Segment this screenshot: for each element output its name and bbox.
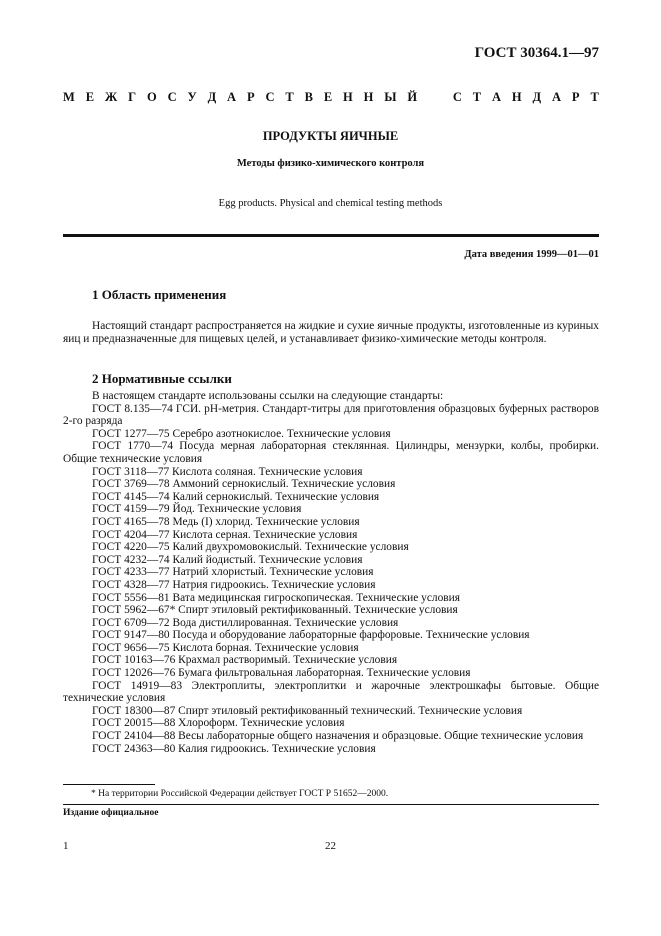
reference-item: ГОСТ 4233—77 Натрий хлористый. Технические условия (92, 566, 374, 579)
heading-letter: У (187, 90, 197, 104)
reference-item: ГОСТ 14919—83 Электроплиты, электроплитки и жарочные электрошкафы бытовые. Общие технические условия (63, 679, 599, 705)
heading-letter: Р (246, 90, 255, 104)
reference-item: ГОСТ 3118—77 Кислота соляная. Технические условия (92, 465, 363, 478)
heading-letter: Н (511, 90, 522, 104)
heading-letter: Й (407, 90, 418, 104)
english-title: Egg products. Physical and chemical testing methods (218, 198, 443, 209)
reference-item: ГОСТ 4204—77 Кислота серная. Технические условия (92, 528, 358, 541)
reference-item: ГОСТ 9147—80 Посуда и оборудование лабораторные фарфоровые. Технические условия (92, 629, 530, 642)
heading-letter: С (167, 90, 177, 104)
reference-item: ГОСТ 3769—78 Аммоний сернокислый. Технические условия (92, 478, 396, 491)
heading-letter: Ж (104, 90, 118, 104)
reference-item: ГОСТ 4328—77 Натрия гидроокись. Технические условия (92, 578, 376, 591)
heading-letter: Е (323, 90, 333, 104)
references-lead: В настоящем стандарте использованы ссылки на следующие стандарты: (92, 390, 444, 402)
header-divider (63, 234, 599, 237)
heading-letter: Н (363, 90, 374, 104)
references-list (63, 390, 599, 755)
heading-letter: В (304, 90, 313, 104)
reference-item: ГОСТ 4159—79 Йод. Технические условия (92, 503, 302, 516)
heading-letter: Е (85, 90, 95, 104)
heading-letter: С (452, 90, 462, 104)
heading-letter: Т (590, 90, 599, 104)
reference-item: ГОСТ 10163—76 Крахмал растворимый. Технические условия (92, 654, 398, 667)
reference-item: ГОСТ 18300—87 Спирт этиловый ректификованный технический. Технические условия (92, 704, 523, 717)
reference-item: ГОСТ 24363—80 Калия гидроокись. Технические условия (92, 742, 376, 755)
reference-item: ГОСТ 4165—78 Медь (I) хлорид. Технические условия (92, 515, 360, 528)
reference-item: ГОСТ 1277—75 Серебро азотнокислое. Технические условия (92, 427, 391, 440)
standard-type-heading (63, 90, 599, 105)
reference-item: ГОСТ 6709—72 Вода дистиллированная. Технические условия (92, 616, 399, 629)
reference-item: ГОСТ 8.135—74 ГСИ. pH-метрия. Стандарт-титры для приготовления образцовых буферных растворов 2-го разряда (63, 402, 599, 428)
reference-item: ГОСТ 20015—88 Хлороформ. Технические условия (92, 717, 345, 730)
heading-letter: А (227, 90, 237, 104)
heading-letter: Т (285, 90, 294, 104)
reference-item: ГОСТ 4145—74 Калий сернокислый. Технические условия (92, 490, 380, 503)
edition-label: Издание официальное (63, 808, 159, 818)
heading-letter: Н (343, 90, 353, 104)
heading-letter: Д (532, 90, 542, 104)
reference-item: ГОСТ 4232—74 Калий йодистый. Технические условия (92, 553, 363, 566)
heading-letter: Г (128, 90, 137, 104)
edition-divider (63, 804, 599, 805)
page-number: 22 (325, 840, 336, 852)
document-subtitle: Методы физико-химического контроля (236, 158, 425, 169)
reference-item: ГОСТ 9656—75 Кислота борная. Технические условия (92, 641, 359, 654)
reference-item: ГОСТ 4220—75 Калий двухромовокислый. Технические условия (92, 541, 409, 554)
introduction-date: Дата введения 1999—01—01 (464, 249, 599, 260)
heading-word-gap (428, 90, 442, 105)
heading-letter: А (552, 90, 562, 104)
page-left-mark: 1 (63, 840, 69, 852)
footnote-divider (63, 784, 155, 785)
heading-letter: А (492, 90, 502, 104)
section-1-text: Настоящий стандарт распространяется на жидкие и сухие яичные продукты, изготовленные из куриных яиц и предназначенные для пищевых целей, и устанавливает физико-химические методы контроля. (63, 320, 599, 345)
heading-letter: Т (472, 90, 482, 104)
heading-letter: Ы (384, 90, 397, 104)
reference-item: ГОСТ 5556—81 Вата медицинская гигроскопическая. Технические условия (92, 591, 461, 604)
section-2-heading: 2 Нормативные ссылки (92, 371, 232, 386)
heading-letter: М (63, 90, 75, 104)
reference-item: ГОСТ 12026—76 Бумага фильтровальная лабораторная. Технические условия (92, 667, 471, 680)
footnote: * На территории Российской Федерации действует ГОСТ Р 51652—2000. (91, 789, 389, 799)
heading-letter: С (265, 90, 275, 104)
document-title: ПРОДУКТЫ ЯИЧНЫЕ (262, 129, 399, 143)
heading-letter: Д (207, 90, 217, 104)
heading-letter: О (146, 90, 157, 104)
reference-item: ГОСТ 24104—88 Весы лабораторные общего назначения и образцовые. Общие технические условия (92, 730, 584, 743)
reference-item: ГОСТ 1770—74 Посуда мерная лабораторная стеклянная. Цилиндры, мензурки, колбы, пробирки. Общие технические условия (63, 440, 599, 465)
document-code: ГОСТ 30364.1—97 (474, 45, 599, 61)
heading-letter: Р (571, 90, 580, 104)
section-1-heading: 1 Область применения (92, 287, 227, 302)
reference-item: ГОСТ 5962—67* Спирт этиловый ректификованный. Технические условия (92, 604, 458, 617)
